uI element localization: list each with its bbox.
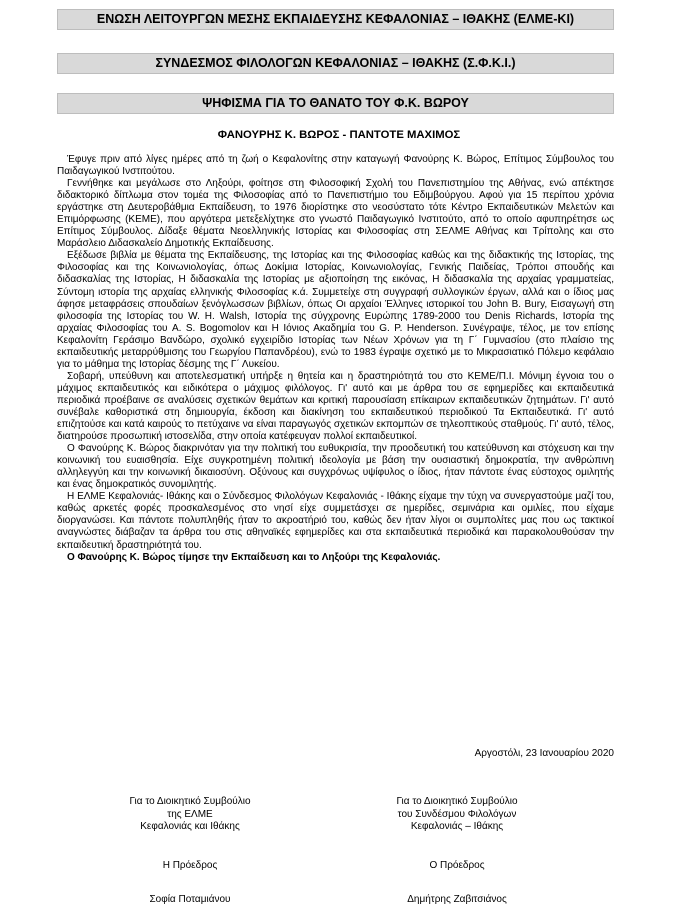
signature-line: Για το Διοικητικό Συμβούλιο — [396, 796, 518, 807]
signature-role: Η Πρόεδρος — [162, 859, 218, 871]
signature-role: Ο Πρόεδρος — [429, 859, 485, 871]
signature-line: της ΕΛΜΕ — [167, 808, 213, 820]
document-subtitle: ΦΑΝΟΥΡΗΣ Κ. ΒΩΡΟΣ - ΠΑΝΤΟΤΕ ΜΑΧΙΜΟΣ — [217, 129, 461, 141]
association-banner — [57, 53, 614, 74]
union-banner — [57, 9, 614, 30]
signature-name: Δημήτρης Ζαβιτσιάνος — [407, 894, 507, 905]
document-body — [57, 154, 614, 564]
paragraph: Γεννήθηκε και μεγάλωσε στο Ληξούρι, φοίτησε στη Φιλοσοφική Σχολή του Πανεπιστημίου της Αθήνας, ενώ απέκτησε διδακτορικό δίπλωμα στον τομέα της Φιλοσοφίας από το Πανεπιστήμιο του Εδιμβούργου. Αφού για 15 περίπου χρόνια εργάστηκε στη Δευτεροβάθμια Εκπαίδευση, το 1976 διορίστηκε στο νεοσύστατο τότε Κέντρο Εκπαιδευτικών Μελετών και Επιμόρφωσης (ΚΕΜΕ), που αργότερα μετεξελίχτηκε στο γνωστό Παιδαγωγικό Ινστιτούτο, από το οποίο αφυπηρέτησε ως Επίτιμος Σύμβουλος. Δίδαξε θέματα Νεοελληνικής Ιστορίας και Φιλοσοφίας στη ΣΕΛΜΕ Αθήνας και Τρίπολης και στο Μαράσλειο Διδασκαλείο Δημοτικής Εκπαίδευσης. — [57, 178, 614, 250]
signature-line: του Συνδέσμου Φιλολόγων — [397, 808, 517, 820]
paragraph: Ο Φανούρης Κ. Βώρος διακρινόταν για την πολιτική του ευθυκρισία, την προοδευτική του κατεύθυνση και στόχευση και την κοινωνική του ευαισθησία. Είχε συγκροτημένη πολιτική ιδεολογία με βάση την ουσιαστική δημοκρατία, την ανθρώπινη αλληλεγγύη και την κοινωνική δικαιοσύνη. Οξύνους και συγχρόνως υψίφυλος ο ίδιος, ήταν πάντοτε ένας εύστοχος ομιλητής και ένας δημοκρατικός συνομιλητής. — [57, 443, 614, 491]
paragraph: Έφυγε πριν από λίγες ημέρες από τη ζωή ο Κεφαλονίτης στην καταγωγή Φανούρης Κ. Βώρος, Επίτιμος Σύμβουλος του Παιδαγωγικού Ινστιτούτου. — [57, 154, 614, 178]
signature-block-left — [70, 796, 310, 907]
paragraph: Η ΕΛΜΕ Κεφαλονιάς- Ιθάκης και ο Σύνδεσμος Φιλολόγων Κεφαλονιάς - Ιθάκης είχαμε την τύχη να συνεργαστούμε μαζί του, καθώς αρκετές φορές προσκαλεσμένος στο νησί είχε συμμετάσχει σε ημερίδες, σεμινάρια και ομιλίες, που είχαμε διοργανώσει. Και πάντοτε πολυπληθής ήταν το ακροατήριό του, καθώς δεν ήταν λίγοι οι συμπολίτες μας που ως τακτικοί αναγνώστες διάβαζαν τα άρθρα του στις αθηναϊκές εφημερίδες και στα εκπαιδευτικά περιοδικά και παρακολουθούσαν την εκπαιδευτική δραστηριότητά του. — [57, 491, 614, 551]
paragraph: Εξέδωσε βιβλία με θέματα της Εκπαίδευσης, της Ιστορίας και της Φιλοσοφίας καθώς και της διδακτικής της Ιστορίας, της Φιλοσοφίας και της Κοινωνιολογίας, όπως Δοκίμια Ιστορίας, Κοινωνιολογίας, Γενικής Παιδείας, Τρόποι σπουδής και διδασκαλίας της Ιστορίας, Η διδασκαλία της Ιστορίας με αξιοποίηση της εικόνας, Η διδασκαλία της αρχαίας γραμματείας, Σύντομη ιστορία της αρχαίας ελληνικής Φιλοσοφίας κ.ά. Συμμετείχε στη συγγραφή συλλογικών έργων, αλλά και ο ίδιος μας άφησε μεταφράσεις σπουδαίων ξενόγλωσσων βιβλίων, όπως Οι αρχαίοι Έλληνες ιστορικοί του John B. Bury, Εισαγωγή στη φιλοσοφία της Ιστορίας του W. H. Walsh, Ιστορία της σύγχρονης Ευρώπης 1789-2000 του Denis Richards, Ιστορία της αρχαίας Φιλοσοφίας του A. S. Bogomolov και Η Ιόνιος Ακαδημία του G. P. Henderson. Συνέγραψε, τέλος, με τον επίσης Κεφαλονίτη Γεράσιμο Βανδώρο, σχολικό εγχειρίδιο Ιστορίας των Νέων Χρόνων για τη Γ΄ Γυμνασίου (στο πλαίσιο της εκπαιδευτικής μεταρρύθμισης του Γεωργίου Παπανδρέου), ενώ το 1983 έγραψε σχετικό με το Μικρασιατικό Πόλεμο κεφάλαιο για το μάθημα της Ιστορίας δέσμης της Γ΄ Λυκείου. — [57, 250, 614, 370]
association-name: ΣΥΝΔΕΣΜΟΣ ΦΙΛΟΛΟΓΩΝ ΚΕΦΑΛΟΝΙΑΣ – ΙΘΑΚΗΣ (Σ.Φ.Κ.Ι.) — [155, 56, 516, 70]
closing-statement: Ο Φανούρης Κ. Βώρος τίμησε την Εκπαίδευση και το Ληξούρι της Κεφαλονιάς. — [67, 551, 441, 563]
signature-line: Κεφαλονιάς και Ιθάκης — [140, 821, 240, 832]
paragraph: Σοβαρή, υπεύθυνη και αποτελεσματική υπήρξε η θητεία και η δραστηριότητά του στο ΚΕΜΕ/Π.Ι. Μόνιμη έγνοια του ο μάχιμος εκπαιδευτικός και ειδικότερα ο μάχιμος φιλόλογος. Γι' αυτό και με άρθρα του σε εφημερίδες και εκπαιδευτικά περιοδικά προέβαινε σε αναλύσεις σχετικών θεμάτων και κριτική παρουσίαση επίκαιρων εκπαιδευτικών ζητημάτων. Γι' αυτό συνέβαλε καθοριστικά στη δημιουργία, έκδοση και διακίνηση του εκπαιδευτικού περιοδικού Τα Εκπαιδευτικά. Γι' αυτό επιζητούσε και κατά καιρούς το πετύχαινε να είναι παραγωγός σχετικών εκπομπών σε τηλεοπτικούς σταθμούς. Γι' αυτό, τέλος, διατηρούσε προσωπική ιστοσελίδα, στην οποία κατέφευγαν πολλοί εκπαιδευτικοί. — [57, 370, 614, 443]
signature-line: Για το Διοικητικό Συμβούλιο — [129, 796, 251, 807]
signature-line: Κεφαλονιάς – Ιθάκης — [410, 821, 504, 832]
resolution-title: ΨΗΦΙΣΜΑ ΓΙΑ ΤΟ ΘΑΝΑΤΟ ΤΟΥ Φ.Κ. ΒΩΡΟΥ — [202, 96, 469, 110]
union-name: ΕΝΩΣΗ ΛΕΙΤΟΥΡΓΩΝ ΜΕΣΗΣ ΕΚΠΑΙΔΕΥΣΗΣ ΚΕΦΑΛΟΝΙΑΣ – ΙΘΑΚΗΣ (ΕΛΜΕ-ΚΙ) — [96, 12, 575, 26]
signature-name: Σοφία Ποταμιάνου — [149, 894, 231, 905]
document-date: Αργοστόλι, 23 Ιανουαρίου 2020 — [474, 748, 614, 759]
signature-block-right — [337, 796, 577, 907]
resolution-banner — [57, 93, 614, 114]
